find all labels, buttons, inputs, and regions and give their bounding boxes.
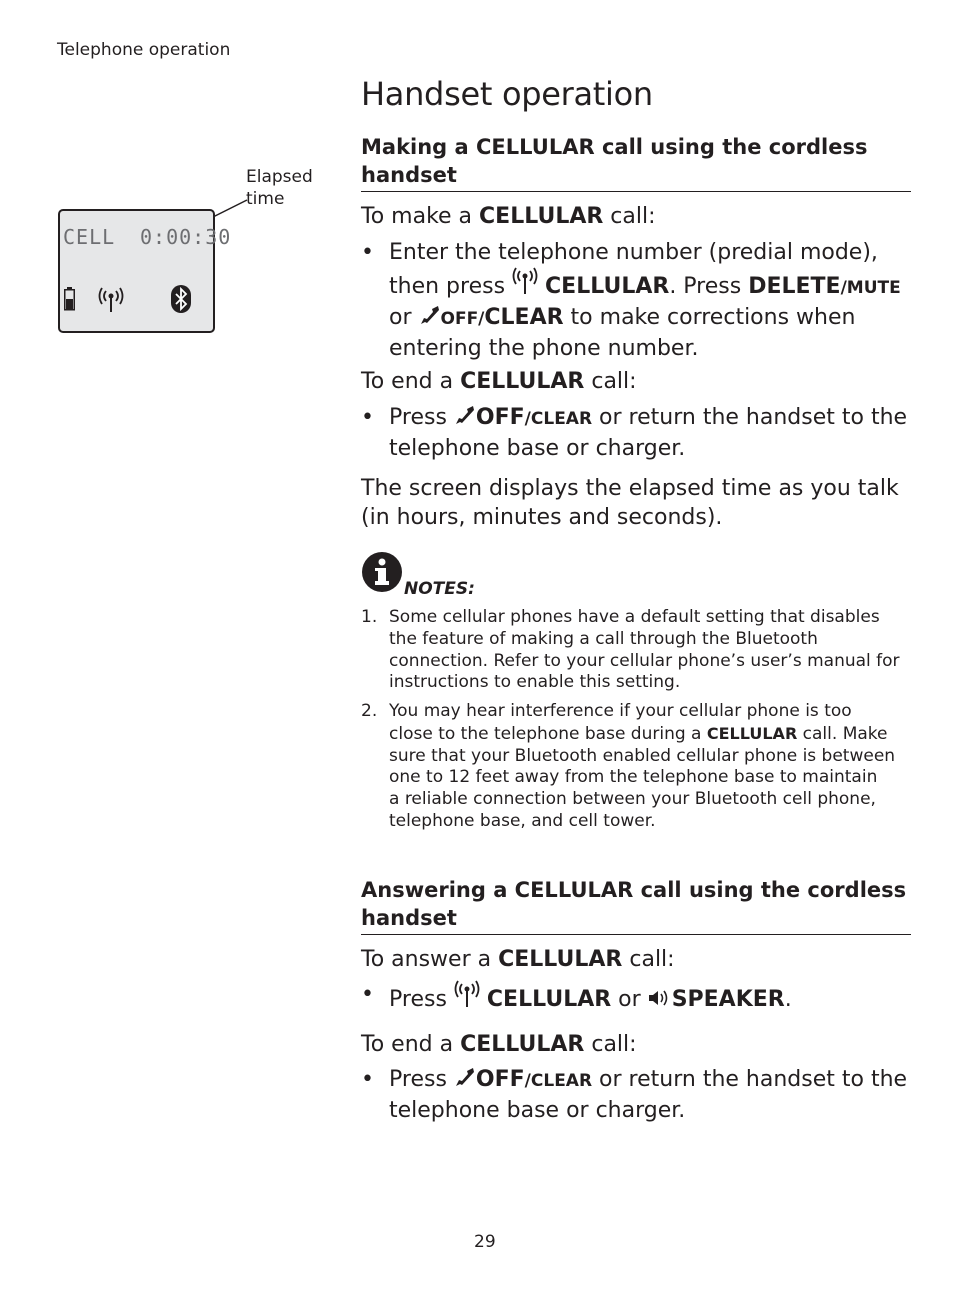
- elapsed-time-callout: [246, 166, 313, 210]
- bullet-dot: •: [361, 982, 374, 1007]
- callout-line-2: time: [246, 189, 285, 209]
- notes-label: NOTES:: [404, 579, 475, 599]
- answer-call-intro: To answer a CELLULAR call:: [361, 947, 675, 972]
- section-heading-answering-call: Answering a CELLULAR call using the cordless handset: [361, 876, 911, 935]
- end-call-intro-2: To end a CELLULAR call:: [361, 1032, 637, 1057]
- cellular-icon: [454, 980, 480, 1008]
- bullet-dot: •: [361, 1067, 374, 1092]
- speaker-icon: [648, 988, 672, 1008]
- bullet-dot: •: [361, 240, 374, 265]
- make-call-intro: To make a CELLULAR call:: [361, 204, 656, 229]
- end-call-step-2: • Press OFF/CLEAR or return the handset to the telephone base or charger.: [361, 1067, 908, 1123]
- make-call-step: • Enter the telephone number (predial mode), then press CELLULAR. Press DELETE/MUTE or OFF/CLEAR to make corrections when entering the phone number.: [361, 240, 901, 361]
- display-call-text: CELL: [63, 225, 116, 249]
- end-call-step: • Press OFF/CLEAR or return the handset to the telephone base or charger.: [361, 405, 908, 461]
- bullet-dot: •: [361, 405, 374, 430]
- end-call-intro: To end a CELLULAR call:: [361, 369, 637, 394]
- display-timer: 0:00:30: [140, 225, 232, 249]
- off-clear-icon: [454, 1066, 476, 1088]
- cellular-key-label: CELLULAR: [479, 204, 604, 229]
- bluetooth-icon: [171, 285, 191, 313]
- callout-line-1: Elapsed: [246, 167, 313, 187]
- running-head: Telephone operation: [57, 40, 231, 60]
- note-2: 2. You may hear interference if your cellular phone is too close to the telephone base during a CELLULAR call. Make sure that your Bluetooth enabled cellular phone is between one to 12 feet away from the telephone base to maintain a reliable connection between your Bluetooth cell phone, telephone base, and cell tower.: [361, 701, 896, 831]
- section-heading-making-call: Making a CELLULAR call using the cordless handset: [361, 133, 911, 192]
- handset-display: [58, 209, 232, 333]
- page-title: Handset operation: [361, 75, 653, 113]
- cellular-icon: [512, 267, 538, 295]
- battery-icon: [64, 287, 76, 311]
- off-clear-icon: [454, 404, 476, 426]
- elapsed-time-paragraph: The screen displays the elapsed time as you talk (in hours, minutes and seconds).: [361, 476, 899, 530]
- info-icon: [361, 551, 403, 593]
- page-number: 29: [474, 1232, 496, 1252]
- off-clear-icon: [419, 304, 441, 326]
- note-1: 1. Some cellular phones have a default setting that disables the feature of making a call through the Bluetooth connection. Refer to your cellular phone’s user’s manual for instructions to enable this setting.: [361, 607, 900, 693]
- answer-call-step: • Press CELLULAR or SPEAKER.: [361, 982, 792, 1012]
- signal-icon: [98, 287, 124, 313]
- notes-header: [361, 551, 475, 599]
